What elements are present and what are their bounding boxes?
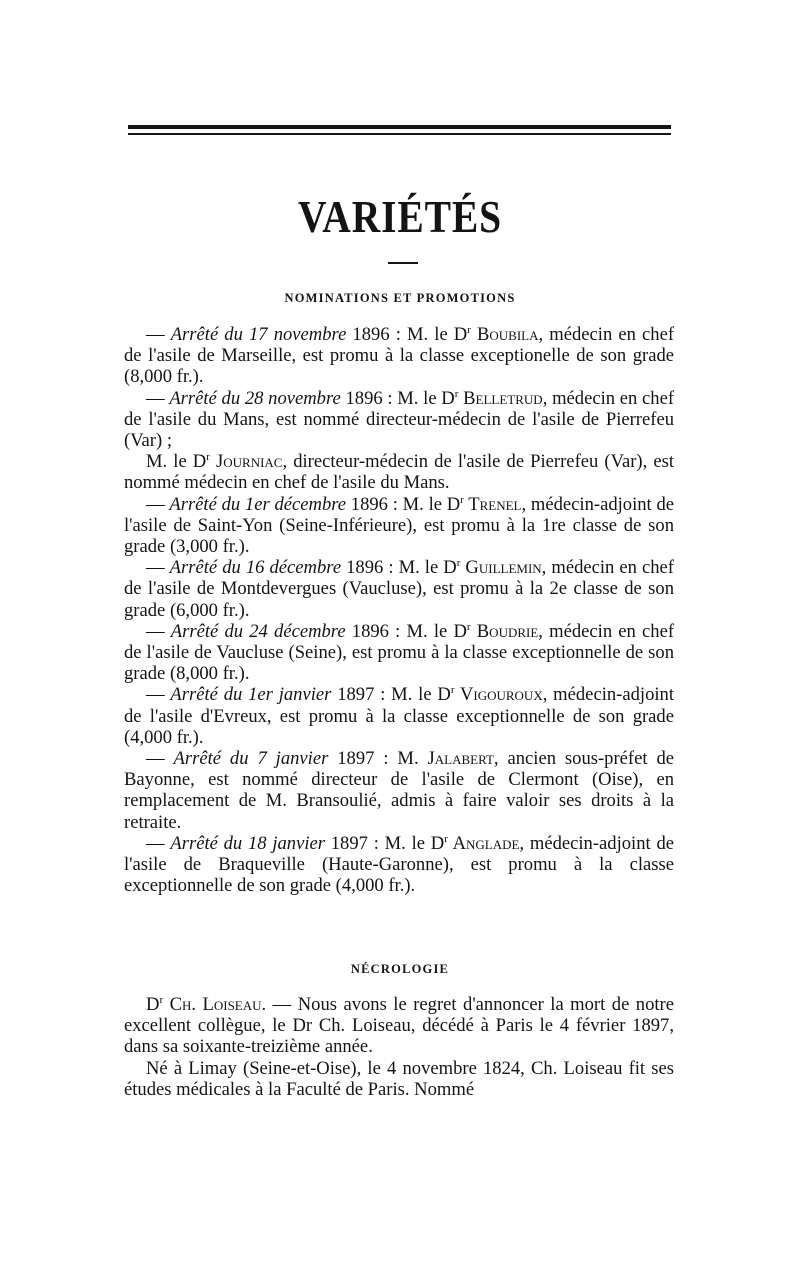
entry-paragraph: — Arrêté du 28 novembre 1896 : M. le $D^r$ Belletrud, médecin en chef de l'asile du Mans, est nommé directeur-médecin de l'asile de Pierrefeu (Var) ; xyxy=(124,387,675,452)
entry-paragraph: — Arrêté du 18 janvier 1897 : M. le $D^r$ Anglade, médecin-adjoint de l'asile de Braqueville (Haute-Garonne), est promu à la classe exceptionnelle de son grade (4,000 fr.). xyxy=(124,832,674,897)
obituary-paragraph: Né à Limay (Seine-et-Oise), le 4 novembre 1824, Ch. Loiseau fit ses études médicales à la Faculté de Paris. Nommé xyxy=(124,1057,674,1100)
entry-paragraph: M. le $D^r$ Journiac, directeur-médecin de l'asile de Pierrefeu (Var), est nommé médecin en chef de l'asile du Mans. xyxy=(124,451,674,494)
entry-paragraph: — Arrêté du 17 novembre 1896 : M. le $D^r$ Boubila, médecin en chef de l'asile de Marseille, est promu à la classe exceptionelle de son grade (8,000 fr.). xyxy=(124,323,675,388)
entry-paragraph: — Arrêté du 1er décembre 1896 : M. le $D^r$ Trenel, médecin-adjoint de l'asile de Saint-Yon (Seine-Inférieure), est promu à la 1re classe de son grade (3,000 fr.). xyxy=(124,493,675,558)
page-title: VARIÉTÉS xyxy=(297,191,503,242)
section-heading-necrologie: NÉCROLOGIE xyxy=(350,962,450,976)
necrologie-body xyxy=(124,994,674,1100)
top-rule-thin xyxy=(128,133,671,135)
entry-paragraph: — Arrêté du 16 décembre 1896 : M. le $D^r$ Guillemin, médecin en chef de l'asile de Montdevergues (Vaucluse), est promu à la 2e classe de son grade (6,000 fr.). xyxy=(124,557,674,621)
obituary-paragraph: $D^r$ Ch. Loiseau. — Nous avons le regret d'annoncer la mort de notre excellent collègue, le Dr Ch. Loiseau, décédé à Paris le 4 février 1897, dans sa soixante-treizième année. xyxy=(124,993,674,1058)
entry-paragraph: — Arrêté du 24 décembre 1896 : M. le $D^r$ Boudrie, médecin en chef de l'asile de Vaucluse (Seine), est promu à la classe exceptionnelle de son grade (8,000 fr.). xyxy=(124,620,675,685)
section-heading-nominations: NOMINATIONS ET PROMOTIONS xyxy=(284,291,516,305)
title-separator xyxy=(388,262,418,264)
top-rule-thick xyxy=(128,125,671,129)
entry-paragraph: — Arrêté du 1er janvier 1897 : M. le $D^r$ Vigouroux, médecin-adjoint de l'asile d'Evreux, est promu à la classe exceptionnelle de son grade (4,000 fr.). xyxy=(124,684,674,748)
entry-paragraph: — Arrêté du 7 janvier 1897 : M. Jalabert, ancien sous-préfet de Bayonne, est nommé directeur de l'asile de Clermont (Oise), en remplacement de M. Bransoulié, admis à faire valoir ses droits à la retraite. xyxy=(124,748,674,833)
nominations-body xyxy=(124,324,674,896)
